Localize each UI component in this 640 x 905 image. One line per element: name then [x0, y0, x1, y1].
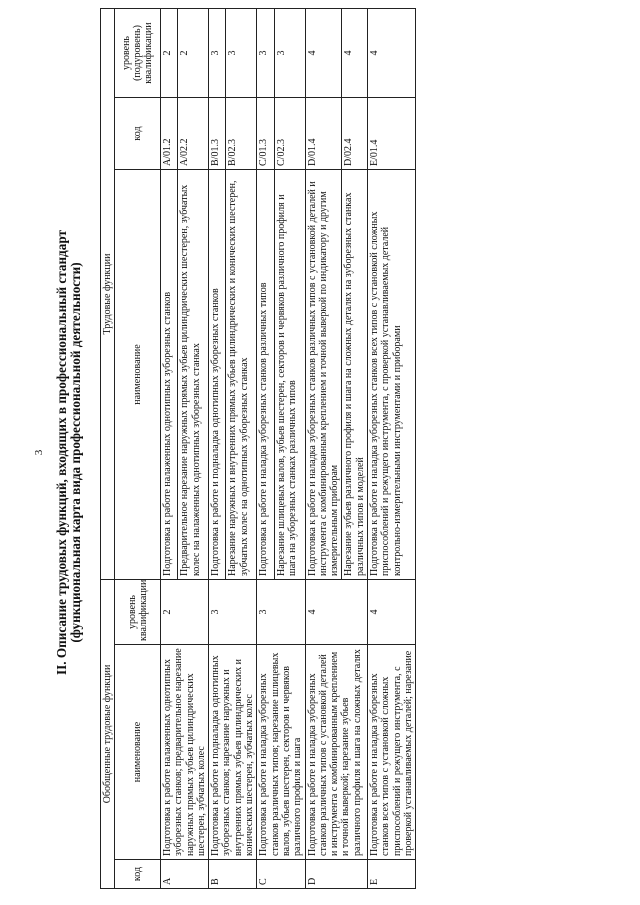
- function-level: 4: [368, 9, 416, 98]
- table-row: [209, 9, 226, 889]
- function-level: 3: [226, 9, 257, 98]
- function-level: 3: [209, 9, 226, 98]
- group-level: 4: [305, 580, 367, 645]
- function-name: Нарезание зубьев различного профиля и шага на сложных деталях на зуборезных станках различных типов и моделей: [342, 170, 368, 580]
- function-name: Предварительное нарезание наружных прямых зубьев цилиндрических шестерен, зубчатых колес на налаженных однотипных зуборезных станках: [178, 170, 209, 580]
- labor-functions-header: Трудовые функции: [101, 9, 115, 580]
- function-level: 3: [274, 9, 305, 98]
- page-number: 3: [33, 449, 45, 456]
- function-code: C/01.3: [257, 98, 274, 170]
- group-level: 3: [257, 580, 305, 645]
- group-name: Подготовка к работе и наладка зуборезных станков различных типов с установкой деталей и инструмента с комбинированным креплением и точной выверкой; нарезание зубьев различного профиля и шага на сложных деталях: [305, 645, 367, 860]
- function-name: Подготовка к работе и наладка зуборезных станков различных типов: [257, 170, 274, 580]
- group-code: E: [368, 860, 416, 889]
- function-code: C/02.3: [274, 98, 305, 170]
- table-row: [305, 9, 342, 889]
- function-level: 4: [305, 9, 342, 98]
- function-name: Нарезание шлицевых валов, зубьев шестерен, секторов и червяков различного профиля и шага на зуборезных станках различных типов: [274, 170, 305, 580]
- function-level: 3: [257, 9, 274, 98]
- group-code: C: [257, 860, 305, 889]
- col-header-code: код: [115, 860, 161, 889]
- function-code: D/01.4: [305, 98, 342, 170]
- header-row-2: [115, 9, 161, 889]
- function-code: A/01.2: [161, 98, 178, 170]
- function-code: D/02.4: [342, 98, 368, 170]
- group-name: Подготовка к работе налаженных однотипных зуборезных станков; предварительное нарезание наружных прямых зубьев цилиндрических шестерен, зубчатых колес: [161, 645, 209, 860]
- function-name: Подготовка к работе и наладка зуборезных станков всех типов с установкой сложных приспособлений и режущего инструмента, с проверкой устанавливаемых деталей контрольно-измерительными инструментами и приборами: [368, 170, 416, 580]
- generalized-functions-header: Обобщенные трудовые функции: [101, 580, 115, 889]
- function-name: Подготовка к работе и наладка зуборезных станков различных типов с установкой деталей и инструмента с комбинированным креплением и точной выверкой по индикатору и другим измерительным приборам: [305, 170, 342, 580]
- group-code: B: [209, 860, 257, 889]
- function-code: E/01.4: [368, 98, 416, 170]
- function-level: 2: [178, 9, 209, 98]
- function-code: B/01.3: [209, 98, 226, 170]
- col-header-function-level: уровень (подуровень) квалификации: [115, 9, 161, 98]
- group-name: Подготовка к работе и наладка зуборезных станков различных типов; нарезание шлицевых валов, зубьев шестерен, секторов и червяков различного профиля и шага: [257, 645, 305, 860]
- table-row: [368, 9, 416, 889]
- section-title-line-2: (функциональная карта вида профессиональной деятельности): [68, 262, 83, 643]
- function-name: Подготовка к работе и подналадка однотипных зуборезных станков: [209, 170, 226, 580]
- group-level: 3: [209, 580, 257, 645]
- section-title-line-1: II. Описание трудовых функций, входящих в профессиональный стандарт: [54, 230, 69, 675]
- col-header-level: уровень квалификации: [115, 580, 161, 645]
- function-name: Нарезание наружных и внутренних прямых зубьев цилиндрических и конических шестерен, зубчатых колес на однотипных зуборезных станках: [226, 170, 257, 580]
- col-header-function-name: наименование: [115, 170, 161, 580]
- header-row-1: [101, 9, 115, 889]
- group-name: Подготовка к работе и наладка зуборезных станков всех типов с установкой сложных приспособлений и режущего инструмента, с проверкой устанавливаемых деталей; нарезание: [368, 645, 416, 860]
- group-code: A: [161, 860, 209, 889]
- col-header-name: наименование: [115, 645, 161, 860]
- group-level: 2: [161, 580, 209, 645]
- function-level: 2: [161, 9, 178, 98]
- group-name: Подготовка к работе и подналадка однотипных зуборезных станков; нарезание наружных и внутренних прямых зубьев цилиндрических и конических шестерен, зубчатых колес: [209, 645, 257, 860]
- function-name: Подготовка к работе налаженных однотипных зуборезных станков: [161, 170, 178, 580]
- function-code: A/02.2: [178, 98, 209, 170]
- table-row: [257, 9, 274, 889]
- labor-functions-table: [100, 8, 416, 889]
- group-level: 4: [368, 580, 416, 645]
- col-header-function-code: код: [115, 98, 161, 170]
- section-title: [55, 20, 83, 885]
- function-code: B/02.3: [226, 98, 257, 170]
- table-row: [161, 9, 178, 889]
- group-code: D: [305, 860, 367, 889]
- function-level: 4: [342, 9, 368, 98]
